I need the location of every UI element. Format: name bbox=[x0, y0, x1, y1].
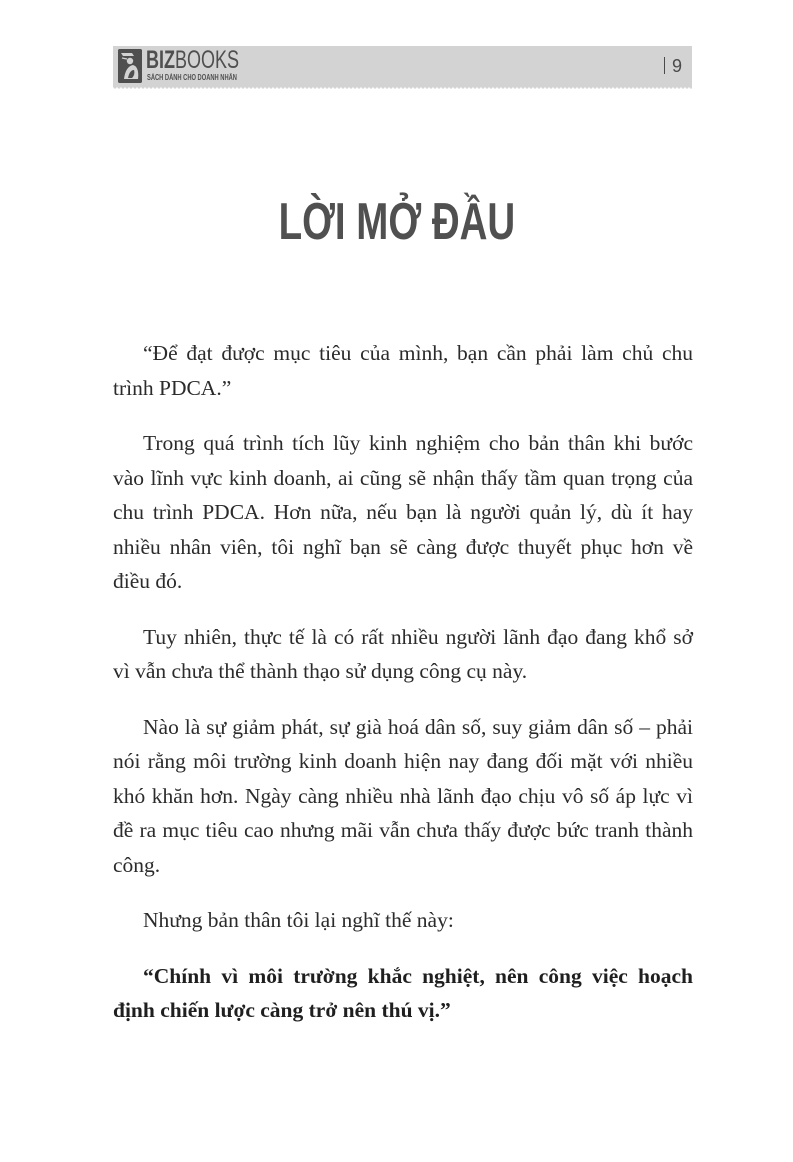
page-number-separator bbox=[664, 57, 665, 74]
book-reader-icon bbox=[118, 49, 142, 83]
chapter-title-text: LỜI MỞ ĐẦU bbox=[278, 193, 515, 251]
brand-biz: BIZ bbox=[146, 46, 176, 74]
paragraph-bold-quote: “Chính vì môi trường khắc nghiệt, nên công việc hoạch định chiến lược càng trở nên thú vị.” bbox=[113, 963, 693, 1022]
paragraph-leaders-struggle: Tuy nhiên, thực tế là có rất nhiều người lãnh đạo đang khổ sở vì vẫn chưa thể thành thạo sử dụng công cụ này. bbox=[113, 624, 693, 683]
brand-tagline: SÁCH DÀNH CHO DOANH NHÂN bbox=[147, 73, 237, 82]
body-text bbox=[113, 336, 693, 1049]
paragraph-pdca-importance: Trong quá trình tích lũy kinh nghiệm cho bản thân khi bước vào lĩnh vực kinh doanh, ai cũng sẽ nhận thấy tầm quan trọng của chu trình PDCA. Hơn nữa, nếu bạn là người quản lý, dù ít hay nhiều nhân viên, tôi nghĩ bạn sẽ càng được thuyết phục hơn về điều đó. bbox=[113, 431, 693, 593]
page-number bbox=[664, 56, 682, 76]
paragraph-business-environment: Nào là sự giảm phát, sự già hoá dân số, suy giảm dân số – phải nói rằng môi trường kinh doanh hiện nay đang đối mặt với nhiều khó khăn hơn. Ngày càng nhiều nhà lãnh đạo chịu vô số áp lực vì đề ra mục tiêu cao nhưng mãi vẫn chưa thấy được bức tranh thành công. bbox=[113, 714, 693, 877]
paragraph-opening-quote: “Để đạt được mục tiêu của mình, bạn cần phải làm chủ chu trình PDCA.” bbox=[113, 341, 693, 400]
brand-wordmark bbox=[146, 48, 239, 73]
paragraph-author-view: Nhưng bản thân tôi lại nghĩ thế này: bbox=[143, 908, 454, 932]
running-header bbox=[113, 46, 692, 87]
chapter-title bbox=[0, 192, 793, 252]
page-number-value: 9 bbox=[671, 56, 682, 76]
brand-books: BOOKS bbox=[175, 46, 240, 74]
